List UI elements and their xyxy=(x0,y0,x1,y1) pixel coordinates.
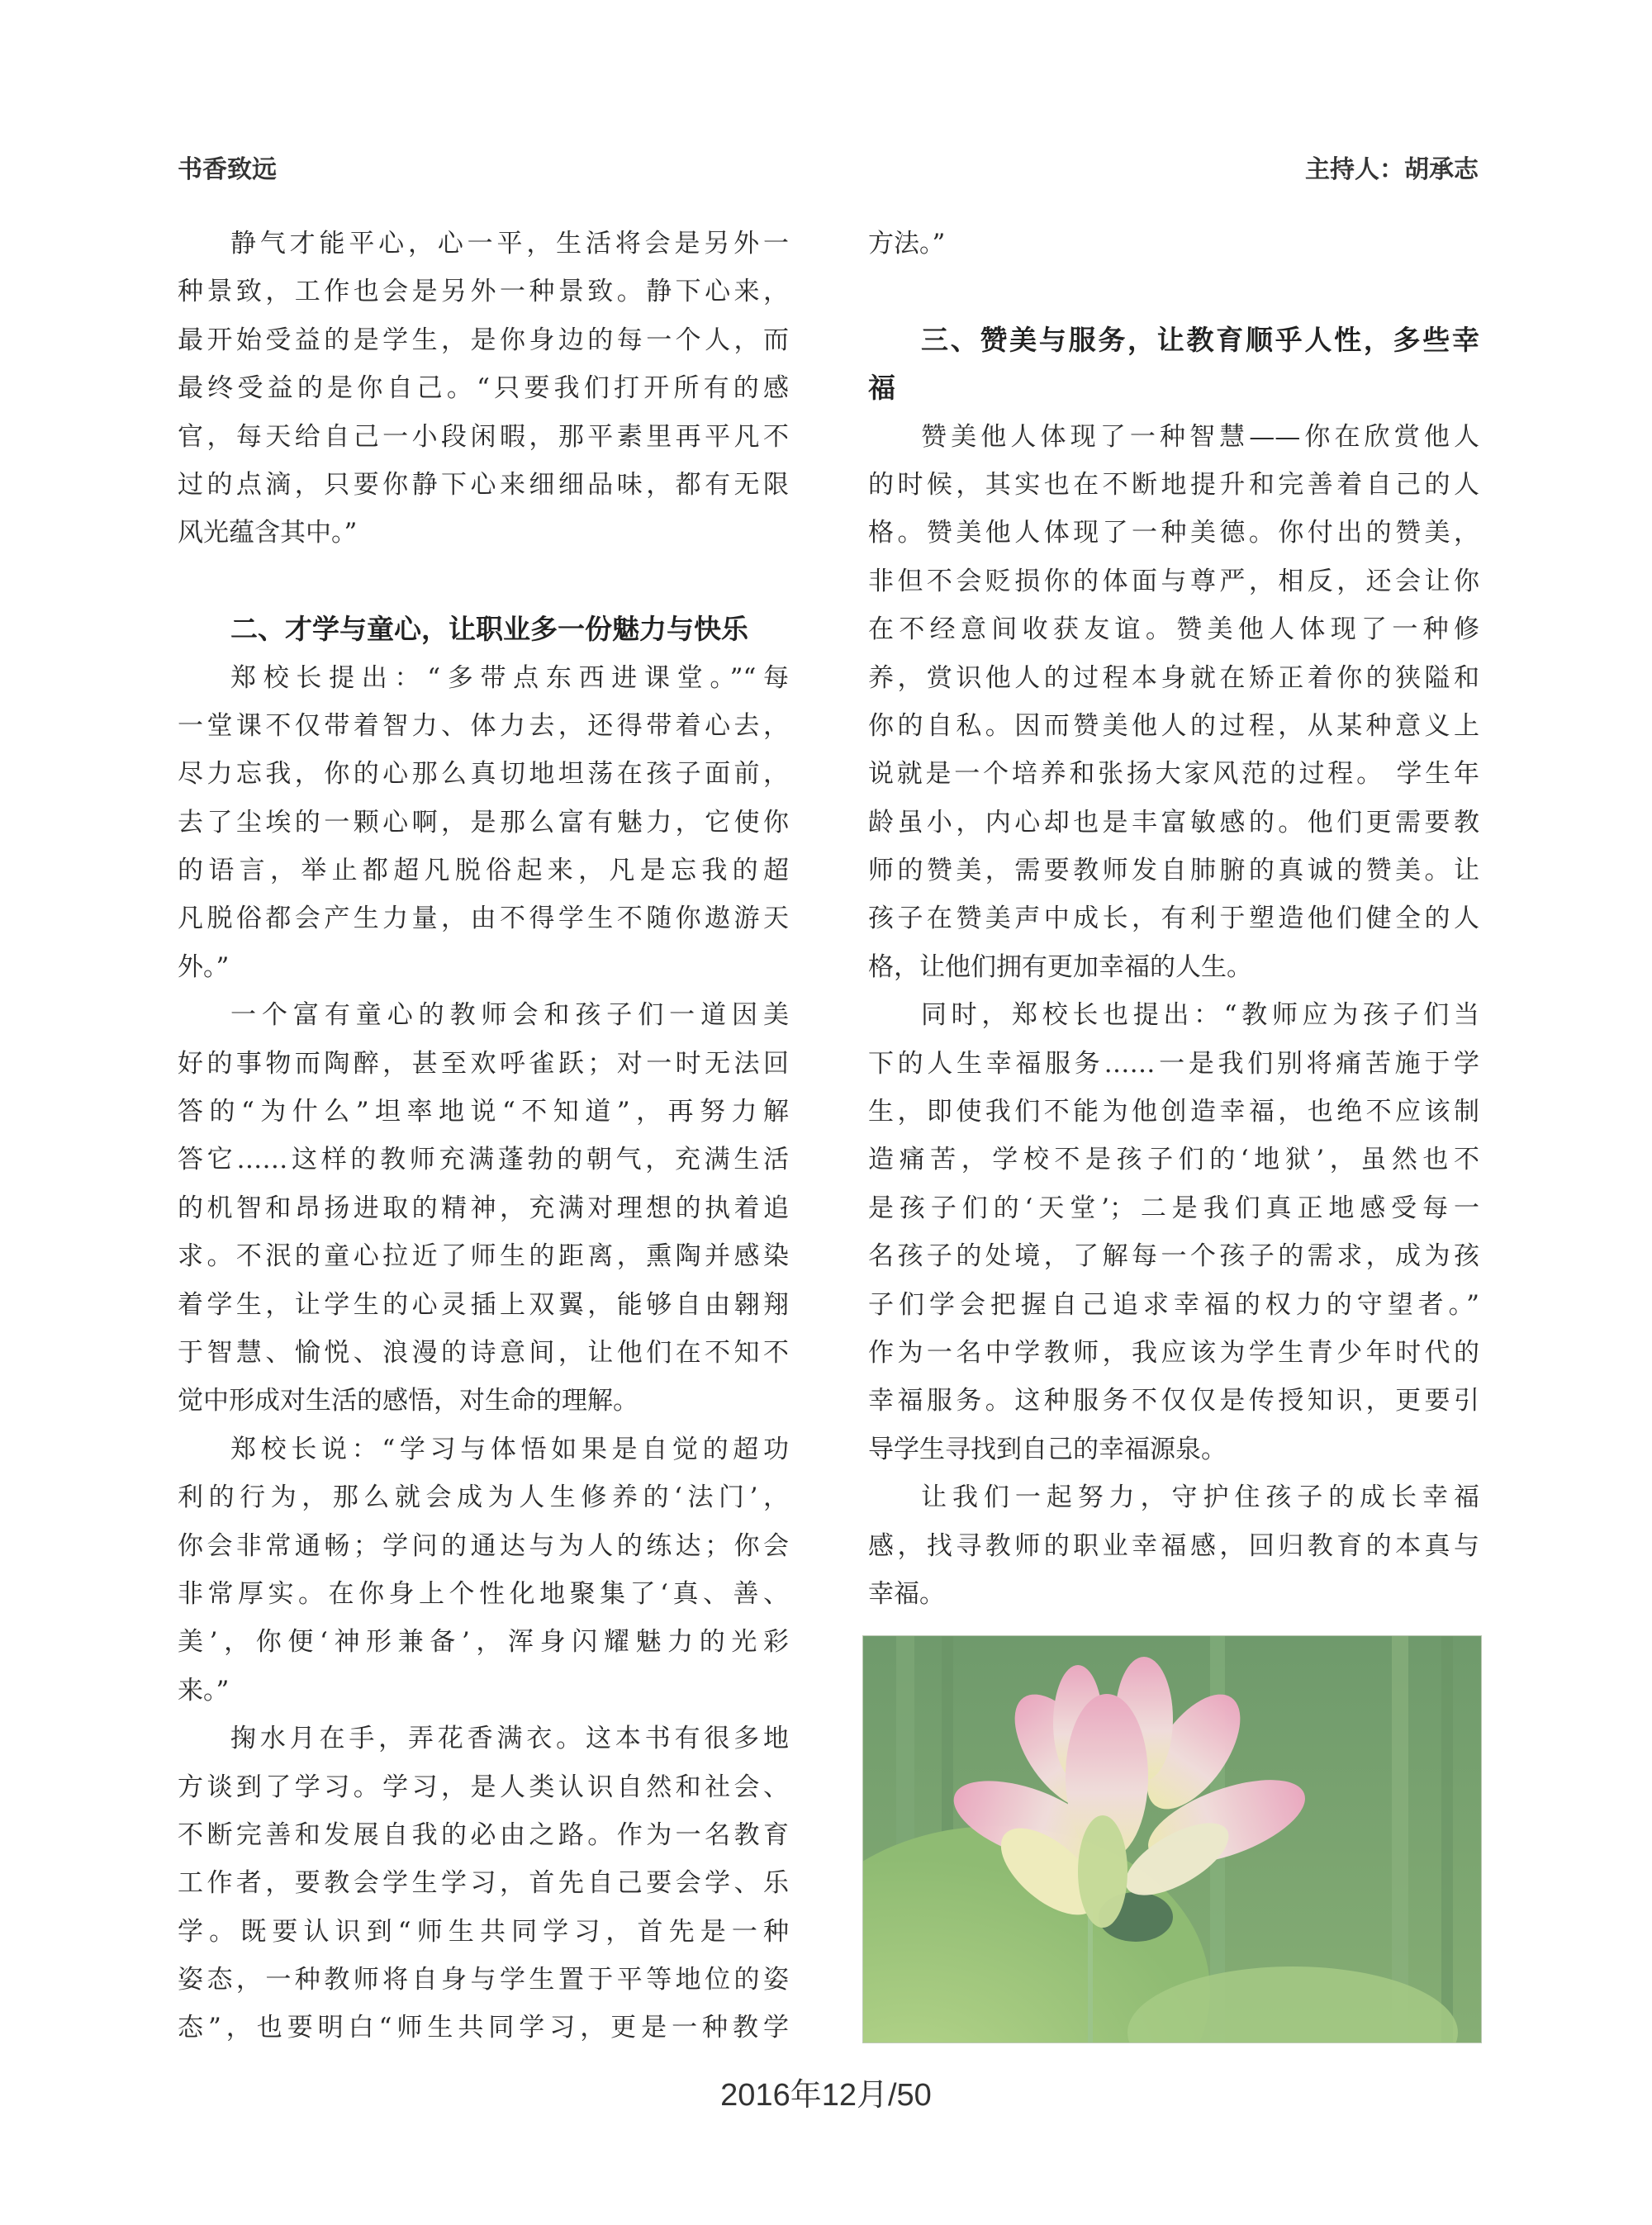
paragraph-line: 好的事物而陶醉，甚至欢呼雀跃；对一时无法回 xyxy=(178,1048,789,1079)
paragraph-line: 于智慧、愉悦、浪漫的诗意间，让他们在不知不 xyxy=(178,1337,789,1368)
paragraph-line: 的语言，举止都超凡脱俗起来，凡是忘我的超 xyxy=(178,856,789,886)
paragraph-line: 尽力忘我，你的心那么真切地坦荡在孩子面前， xyxy=(178,759,789,790)
paragraph-line: 态”，也要明白“师生共同学习，更是一种教学 xyxy=(178,2013,789,2043)
paragraph-line: 的机智和昂扬进取的精神，充满对理想的执着追 xyxy=(178,1193,789,1223)
paragraph-line: 非但不会贬损你的体面与尊严，相反，还会让你 xyxy=(868,566,1479,596)
paragraph-line: 养，赏识他人的过程本身就在矫正着你的狭隘和 xyxy=(868,662,1479,693)
paragraph-line: 工作者，要教会学生学习，首先自己要会学、乐 xyxy=(178,1868,789,1899)
paragraph-line: 姿态，一种教师将自身与学生置于平等地位的姿 xyxy=(178,1965,789,1995)
paragraph-line: 一个富有童心的教师会和孩子们一道因美 xyxy=(230,1000,789,1031)
paragraph-line: 同时，郑校长也提出：“教师应为孩子们当 xyxy=(921,1000,1479,1031)
paragraph-line: 生，即使我们不能为他创造幸福，也绝不应该制 xyxy=(868,1097,1479,1127)
paragraph-line: 在不经意间收获友谊。赞美他人体现了一种修 xyxy=(868,614,1479,645)
paragraph-line: 来。” xyxy=(178,1675,230,1706)
paragraph-line: 方法。” xyxy=(868,229,946,259)
paragraph-line: 是孩子们的‘天堂’；二是我们真正地感受每一 xyxy=(868,1193,1479,1223)
paragraph-line: 凡脱俗都会产生力量，由不得学生不随你遨游天 xyxy=(178,904,789,934)
paragraph-line: 方谈到了学习。学习，是人类认识自然和社会、 xyxy=(178,1772,789,1802)
paragraph-line: 种景致，工作也会是另外一种景致。静下心来， xyxy=(178,277,789,307)
paragraph-line: 答的“为什么”坦率地说“不知道”，再努力解 xyxy=(178,1097,789,1127)
paragraph-line: 不断完善和发展自我的必由之路。作为一名教育 xyxy=(178,1819,789,1850)
paragraph-line: 学。既要认识到“师生共同学习，首先是一种 xyxy=(178,1916,789,1947)
paragraph-line: 下的人生幸福服务……一是我们别将痛苦施于学 xyxy=(868,1048,1479,1079)
paragraph-line: 答它……这样的教师充满蓬勃的朝气，充满生活 xyxy=(178,1145,789,1175)
paragraph-line: 幸福。 xyxy=(868,1578,945,1609)
paragraph-line: 龄虽小，内心却也是丰富敏感的。他们更需要教 xyxy=(868,807,1479,837)
paragraph-line: 非常厚实。在你身上个性化地聚集了‘真、善、 xyxy=(178,1578,789,1609)
paragraph-line: 着学生，让学生的心灵插上双翼，能够自由翱翔 xyxy=(178,1289,789,1320)
paragraph-line: 利的行为，那么就会成为人生修养的‘法门’， xyxy=(178,1483,789,1513)
paragraph-line: 外。” xyxy=(178,951,230,982)
paragraph-line: 过的点滴，只要你静下心来细细品味，都有无限 xyxy=(178,469,789,500)
section-heading-line: 二、才学与童心，让职业多一份魅力与快乐 xyxy=(230,614,748,645)
paragraph-line: 师的赞美，需要教师发自肺腑的真诚的赞美。让 xyxy=(868,856,1479,886)
paragraph-line: 的时候，其实也在不断地提升和完善着自己的人 xyxy=(868,469,1479,500)
paragraph-line: 去了尘埃的一颗心啊，是那么富有魅力，它使你 xyxy=(178,807,789,837)
blank-line xyxy=(868,268,1479,315)
paragraph-line: 子们学会把握自己追求幸福的权力的守望者。” xyxy=(868,1289,1479,1320)
section-title: 书香致远 xyxy=(178,156,277,183)
paragraph-line: 格。赞美他人体现了一种美德。你付出的赞美， xyxy=(868,518,1479,548)
paragraph-line: 你的自私。因而赞美他人的过程，从某种意义上 xyxy=(868,710,1479,741)
paragraph-line: 让我们一起努力，守护住孩子的成长幸福 xyxy=(921,1483,1479,1513)
paragraph-line: 求。不泯的童心拉近了师生的距离，熏陶并感染 xyxy=(178,1241,789,1272)
paragraph-line: 幸福服务。这种服务不仅仅是传授知识，更要引 xyxy=(868,1386,1479,1416)
right-column xyxy=(868,220,1479,1618)
paragraph-line: 作为一名中学教师，我应该为学生青少年时代的 xyxy=(868,1337,1479,1368)
paragraph-line: 感，找寻教师的职业幸福感，回归教育的本真与 xyxy=(868,1530,1479,1561)
paragraph-line: 造痛苦，学校不是孩子们的‘地狱’，虽然也不 xyxy=(868,1145,1479,1175)
lotus-photo xyxy=(862,1635,1482,2043)
host-label: 主持人：胡承志 xyxy=(1305,156,1479,183)
paragraph-line: 赞美他人体现了一种智慧——你在欣赏他人 xyxy=(921,421,1479,452)
paragraph-line: 最终受益的是你自己。“只要我们打开所有的感 xyxy=(178,373,789,404)
paragraph-line: 名孩子的处境，了解每一个孩子的需求，成为孩 xyxy=(868,1241,1479,1272)
paragraph-line: 最开始受益的是学生，是你身边的每一个人，而 xyxy=(178,325,789,355)
section-heading-line: 三、赞美与服务，让教育顺乎人性，多些幸 xyxy=(921,324,1479,355)
paragraph-line: 你会非常通畅；学问的通达与为人的练达；你会 xyxy=(178,1530,789,1561)
paragraph-line: 导学生寻找到自己的幸福源泉。 xyxy=(868,1434,1227,1464)
left-column xyxy=(178,220,789,2052)
paragraph-line: 郑校长说：“学习与体悟如果是自觉的超功 xyxy=(230,1434,789,1464)
paragraph-line: 孩子在赞美声中成长，有利于塑造他们健全的人 xyxy=(868,904,1479,934)
paragraph-line: 美’，你便‘神形兼备’，浑身闪耀魅力的光彩 xyxy=(178,1627,789,1658)
paragraph-line: 郑校长提出：“多带点东西进课堂。”“每 xyxy=(230,662,789,693)
page-footer: 2016年12月/50 xyxy=(720,2078,932,2113)
paragraph-line: 静气才能平心，心一平，生活将会是另外一 xyxy=(230,229,789,259)
paragraph-line: 一堂课不仅带着智力、体力去，还得带着心去， xyxy=(178,710,789,741)
paragraph-line: 风光蕴含其中。” xyxy=(178,518,358,548)
section-heading-line: 福 xyxy=(868,372,895,404)
paragraph-line: 说就是一个培养和张扬大家风范的过程。 学生年 xyxy=(868,759,1479,790)
blank-line xyxy=(178,557,789,605)
paragraph-line: 格，让他们拥有更加幸福的人生。 xyxy=(868,951,1252,982)
paragraph-line: 觉中形成对生活的感悟，对生命的理解。 xyxy=(178,1386,638,1416)
paragraph-line: 掬水月在手，弄花香满衣。这本书有很多地 xyxy=(230,1724,789,1754)
paragraph-line: 官，每天给自己一小段闲暇，那平素里再平凡不 xyxy=(178,421,789,452)
